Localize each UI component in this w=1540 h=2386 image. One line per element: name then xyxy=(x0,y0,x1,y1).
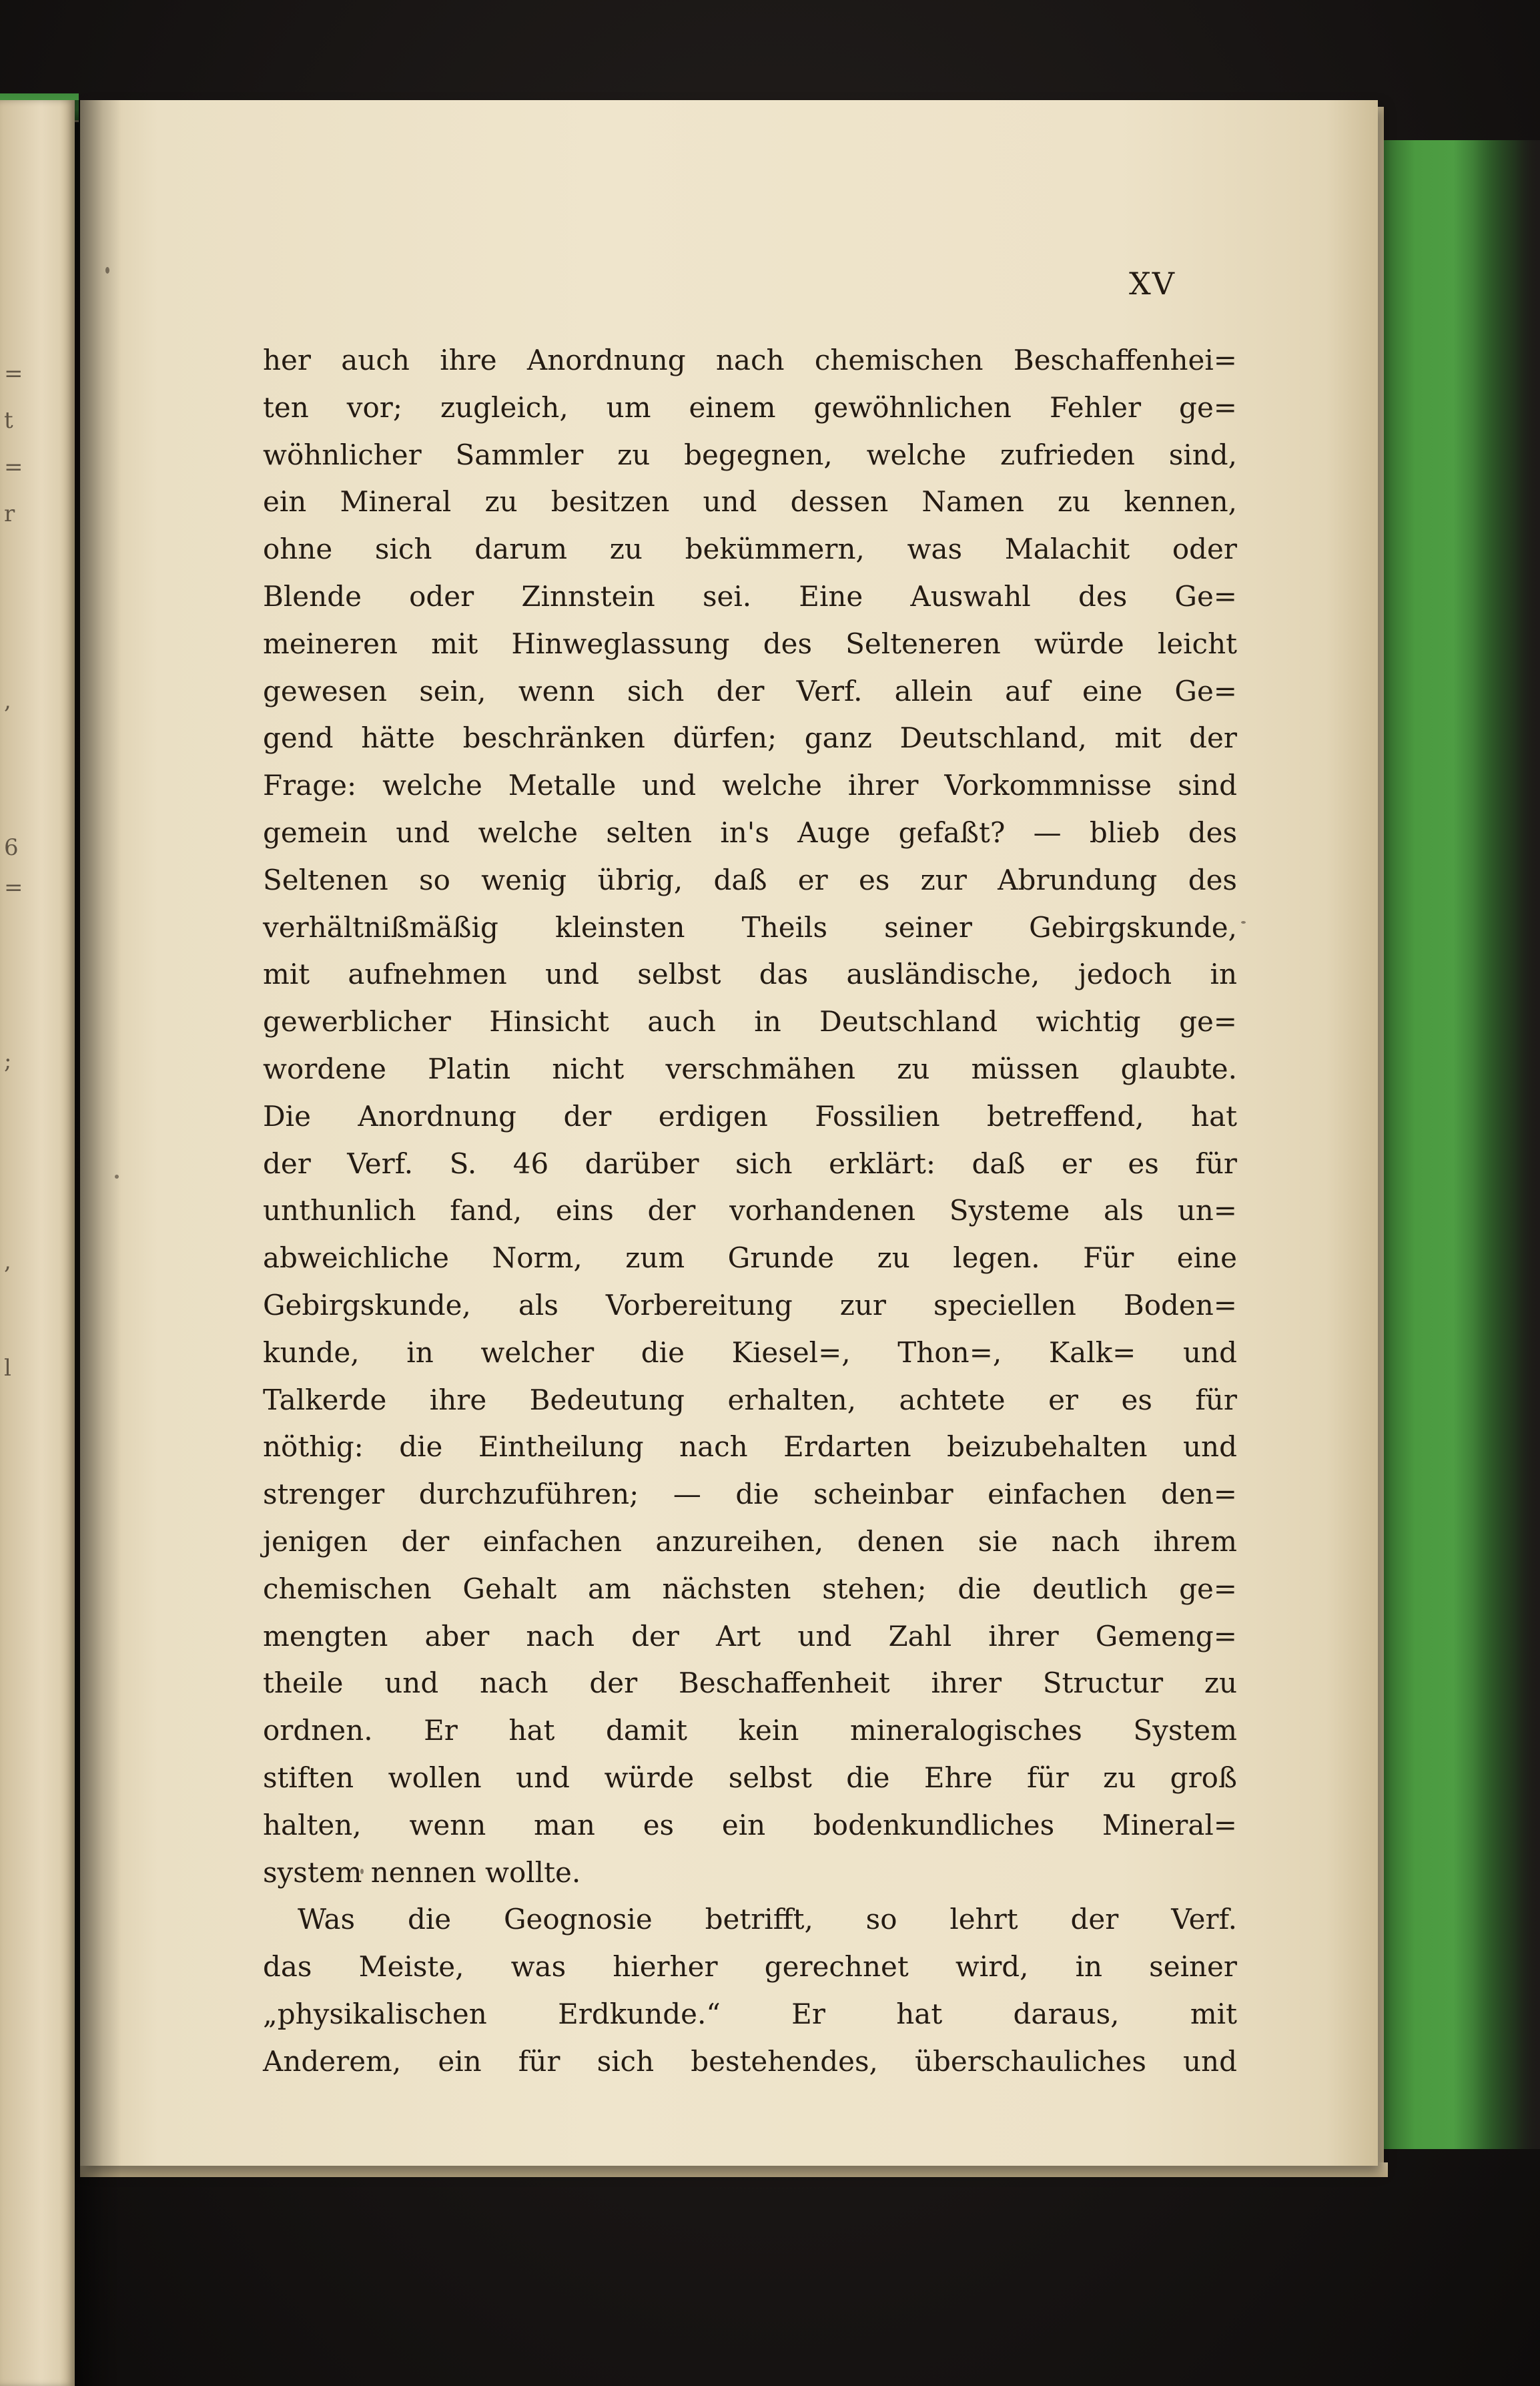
margin-mark: t xyxy=(4,407,13,434)
text-line: ohne sich darum zu bekümmern, was Malachit oder xyxy=(263,533,1237,566)
margin-mark: = xyxy=(4,360,23,387)
cover-board-shadow xyxy=(1453,140,1540,2149)
margin-mark: , xyxy=(4,1248,11,1275)
text-line: gewesen sein, wenn sich der Verf. allein auf eine Ge= xyxy=(263,674,1237,707)
text-line: ordnen. Er hat damit kein mineralogisches System xyxy=(263,1714,1237,1747)
text-line: ein Mineral zu besitzen und dessen Namen zu kennen, xyxy=(263,485,1237,519)
text-line: gend hätte beschränken dürfen; ganz Deutschland, mit der xyxy=(263,721,1237,755)
text-line: mengten aber nach der Art und Zahl ihrer Gemeng= xyxy=(263,1619,1237,1653)
text-line: unthunlich fand, eins der vorhandenen Systeme als un= xyxy=(263,1194,1237,1227)
text-line: „physikalischen Erdkunde.“ Er hat daraus, mit xyxy=(263,1998,1237,2030)
text-line: chemischen Gehalt am nächsten stehen; die deutlich ge= xyxy=(263,1572,1237,1605)
text-line: nöthig: die Eintheilung nach Erdarten beizubehalten und xyxy=(263,1430,1237,1464)
text-line: system nennen wollte. xyxy=(263,1855,581,1889)
text-line: Frage: welche Metalle und welche ihrer Vorkommnisse sind xyxy=(263,769,1237,802)
text-line: jenigen der einfachen anzureihen, denen sie nach ihrem xyxy=(263,1525,1237,1558)
text-line: abweichliche Norm, zum Grunde zu legen. Für eine xyxy=(263,1241,1237,1275)
margin-mark: , xyxy=(4,687,11,714)
margin-mark: ; xyxy=(4,1048,12,1075)
paper-speck xyxy=(105,267,109,274)
text-line: Was die Geognosie betrifft, so lehrt der Verf. xyxy=(298,1903,1237,1936)
text-line: stiften wollen und würde selbst die Ehre für zu groß xyxy=(263,1761,1237,1794)
text-line: meineren mit Hinweglassung des Selteneren würde leicht xyxy=(263,627,1237,660)
text-line: gemein und welche selten in's Auge gefaßt? — blieb des xyxy=(263,816,1237,849)
text-line: ten vor; zugleich, um einem gewöhnlichen Fehler ge= xyxy=(263,390,1237,424)
text-line: Anderem, ein für sich bestehendes, überschauliches und xyxy=(263,2044,1237,2078)
text-line: der Verf. S. 46 darüber sich erklärt: daß er es für xyxy=(263,1147,1237,1180)
margin-mark: l xyxy=(4,1355,11,1382)
text-line: her auch ihre Anordnung nach chemischen Beschaffenhei= xyxy=(263,344,1237,376)
text-line: halten, wenn man es ein bodenkundliches Mineral= xyxy=(263,1808,1237,1841)
text-line: Blende oder Zinnstein sei. Eine Auswahl des Ge= xyxy=(263,580,1237,613)
text-line: kunde, in welcher die Kiesel=, Thon=, Kalk= und xyxy=(263,1335,1237,1369)
paper-speck xyxy=(115,1175,119,1179)
margin-mark: = xyxy=(4,874,23,901)
text-line: wöhnlicher Sammler zu begegnen, welche zufrieden sind, xyxy=(263,438,1237,471)
text-line: theile und nach der Beschaffenheit ihrer Structur zu xyxy=(263,1667,1237,1700)
text-line: Die Anordnung der erdigen Fossilien betreffend, hat xyxy=(263,1099,1237,1133)
text-line: Seltenen so wenig übrig, daß er es zur Abrundung des xyxy=(263,863,1237,896)
text-line: mit aufnehmen und selbst das ausländische, jedoch in xyxy=(263,958,1237,991)
margin-mark: 6 xyxy=(4,834,19,861)
margin-mark: = xyxy=(4,454,23,481)
text-line: Gebirgskunde, als Vorbereitung zur speciellen Boden= xyxy=(263,1289,1237,1321)
text-line: das Meiste, was hierher gerechnet wird, in seiner xyxy=(263,1950,1237,1984)
text-line: Talkerde ihre Bedeutung erhalten, achtete er es für xyxy=(263,1383,1237,1416)
paper-speck xyxy=(1241,921,1246,924)
text-line: strenger durchzuführen; — die scheinbar einfachen den= xyxy=(263,1478,1237,1511)
text-line: verhältnißmäßig kleinsten Theils seiner Gebirgskunde, xyxy=(263,910,1237,944)
margin-mark: r xyxy=(4,501,15,527)
left-page-edge xyxy=(0,100,75,2386)
page-number: XV xyxy=(1129,266,1176,302)
text-line: wordene Platin nicht verschmähen zu müssen glaubte. xyxy=(263,1053,1237,1085)
text-line: gewerblicher Hinsicht auch in Deutschland wichtig ge= xyxy=(263,1005,1237,1038)
